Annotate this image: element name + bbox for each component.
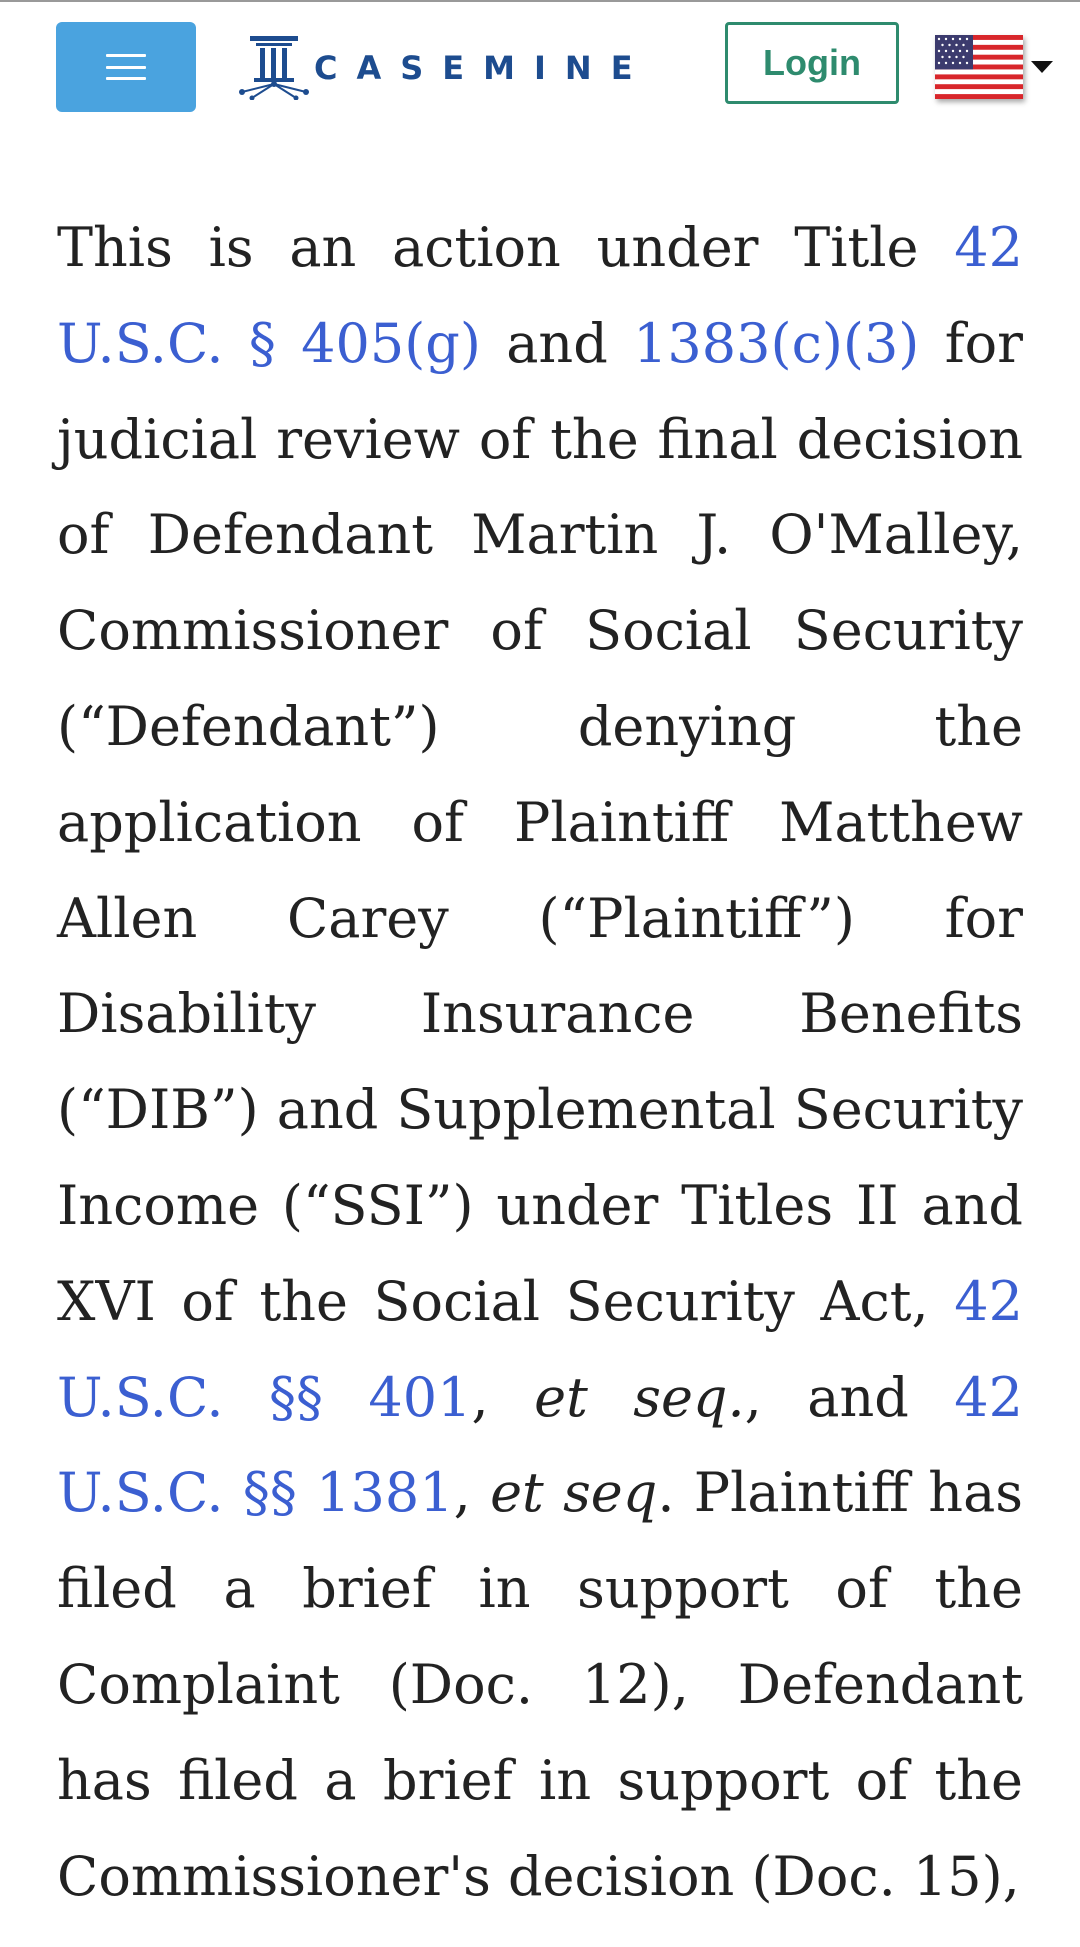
hamburger-icon (106, 54, 146, 80)
body-text: This is an action under Title (57, 216, 919, 279)
us-flag-icon (935, 35, 1023, 99)
citation-link-405g[interactable]: 42 U.S.C. § 405(g) (57, 216, 1023, 375)
body-text: , and (744, 1365, 909, 1429)
italic-text: et seq. (534, 1365, 745, 1429)
logo-text: CASEMINE (314, 49, 652, 87)
document-body (57, 200, 1023, 1924)
caret-down-icon (1031, 61, 1053, 73)
pillar-logo-icon (238, 32, 310, 100)
body-text: . Plaintiff has filed a brief in support of the Complaint (Doc. 12), Defendant has filed a brief in support of the Commissioner's decision (Doc. 15), (57, 1461, 1023, 1908)
citation-link-1381[interactable]: 42 U.S.C. §§ 1381 (57, 1365, 1024, 1525)
language-selector[interactable] (935, 34, 1055, 100)
body-text: , (471, 1365, 489, 1429)
citation-link-401[interactable]: 42 U.S.C. §§ 401 (57, 1269, 1023, 1429)
italic-text: et seq (490, 1461, 658, 1525)
body-text: , (453, 1461, 471, 1525)
body-text: for judicial review of the final decision of Defendant Martin J. O'Malley, Commissioner of Social Security (“Defendant”) denying the application of Plaintiff Matthew Allen Carey (“Plaintiff”) for Disability Insurance Benefits (“DIB”) and Supplemental Security Income (“SSI”) under Titles II and XVI of the Social Security Act, (57, 311, 1023, 1333)
body-text: and (506, 311, 608, 375)
login-button[interactable]: Login (725, 22, 899, 104)
site-header (0, 0, 1080, 130)
citation-link-1383c3[interactable]: 1383(c)(3) (633, 311, 920, 375)
casemine-logo[interactable] (238, 32, 652, 100)
menu-button[interactable] (56, 22, 196, 112)
